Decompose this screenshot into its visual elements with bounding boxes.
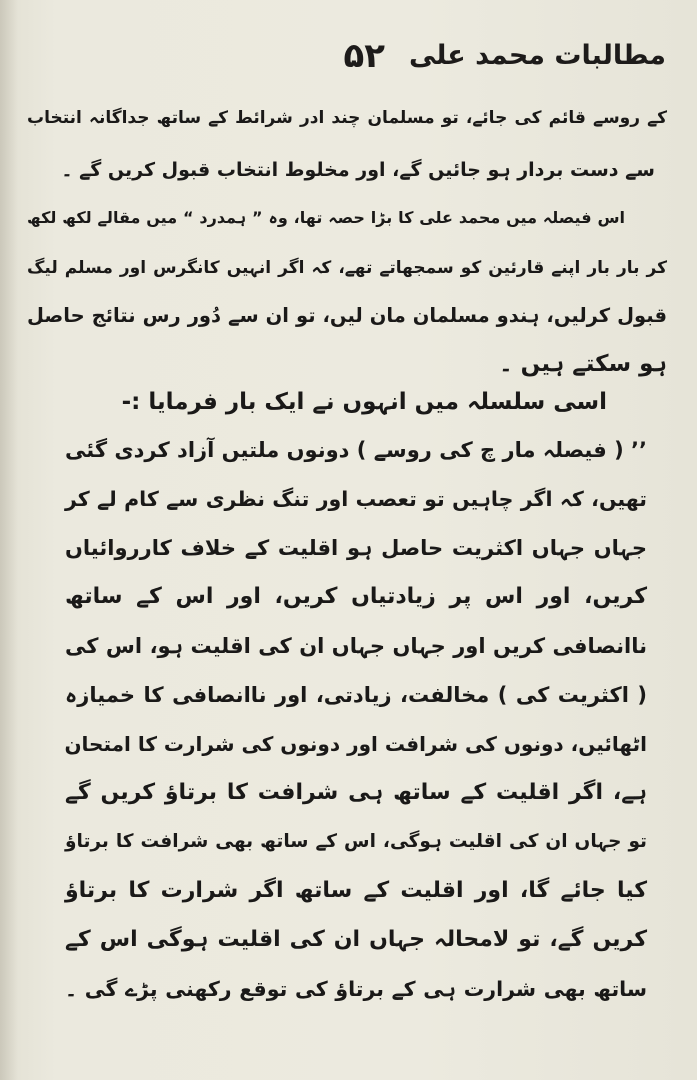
page-header: [30, 36, 670, 100]
text-line: قبول کرلیں، ہندو مسلمان مان لیں، تو ان سے دُور رس نتائج حاصل: [27, 304, 667, 327]
page-gutter-shadow: [0, 0, 18, 1080]
quote-line: کریں گے، تو لامحالہ جہاں ان کی اقلیت ہوگی اس کے: [65, 927, 647, 952]
quote-line: کریں، اور اس پر زیادتیاں کریں، اور اس کے ساتھ: [65, 584, 647, 609]
page-number: ۵۲: [343, 36, 385, 76]
text-line: سے دست بردار ہو جائیں گے، اور مخلوط انتخاب قبول کریں گے ۔: [61, 159, 655, 181]
quote-line: اٹھائیں، دونوں کی شرافت اور دونوں کی شرارت کا امتحان: [64, 732, 647, 756]
quote-line: ناانصافی کریں اور جہاں جہاں ان کی اقلیت ہو، اس کی: [65, 634, 647, 658]
quote-line: ( اکثریت کی ) مخالفت، زیادتی، اور ناانصافی کا خمیازہ: [65, 683, 647, 707]
quote-line: کیا جائے گا، اور اقلیت کے ساتھ اگر شرارت کا برتاؤ: [65, 878, 647, 903]
quote-line: ساتھ بھی شرارت ہی کے برتاؤ کی توقع رکھنی پڑے گی ۔: [65, 977, 647, 1001]
running-title: مطالبات محمد علی: [408, 40, 666, 71]
text-line: اسی سلسلہ میں انہوں نے ایک بار فرمایا :-: [121, 389, 607, 415]
text-line: اس فیصلہ میں محمد علی کا بڑا حصہ تھا، وہ ” ہمدرد “ میں مقالے لکھ لکھ: [27, 208, 625, 227]
quote-line: تو جہاں ان کی اقلیت ہوگی، اس کے ساتھ بھی شرافت کا برتاؤ: [65, 831, 647, 852]
text-line: کے روسے قائم کی جائے، تو مسلمان چند ادر شرائط کے ساتھ جداگانہ انتخاب: [27, 108, 667, 128]
quote-line: ’’ ( فیصلہ مار چ کی روسے ) دونوں ملتیں آزاد کردی گئی: [65, 438, 647, 462]
quote-line: تھیں، کہ اگر چاہیں تو تعصب اور تنگ نظری سے کام لے کر: [65, 487, 647, 511]
text-line: کر بار بار اپنے قارئین کو سمجھاتے تھے، کہ اگر انہیں کانگرس اور مسلم لیگ: [27, 258, 667, 278]
quote-line: جہاں جہاں اکثریت حاصل ہو اقلیت کے خلاف کارروائیاں: [65, 536, 647, 560]
text-line: ہو سکتے ہیں ۔: [499, 351, 667, 377]
quote-line: ہے، اگر اقلیت کے ساتھ ہی شرافت کا برتاؤ کریں گے: [65, 780, 647, 805]
